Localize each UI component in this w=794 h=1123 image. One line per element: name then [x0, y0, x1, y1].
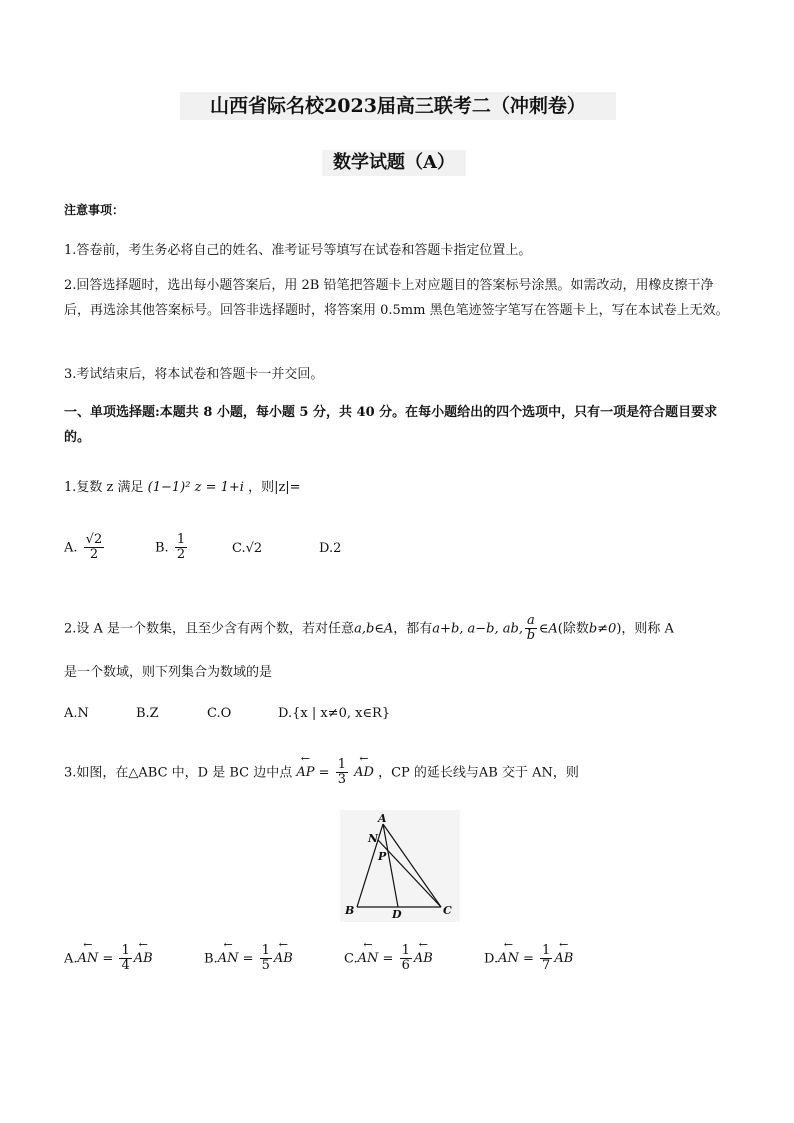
question-2-line-1: 2.设 A 是一个数集，且至少含有两个数，若对任意a,b∈A，都有a+b, a−b, ab, $\frac{a}{b}$ ∈A(除数b≠0)，则称 A	[64, 613, 674, 644]
label-d: D	[392, 908, 402, 921]
question-2-line-2: 是一个数域，则下列集合为数域的是	[64, 665, 273, 680]
q2-option-a: A.N	[64, 706, 89, 721]
notice-item-2: 2.回答选择题时，选出每小题答案后，用 2B 铅笔把答题卡上对应题目的答案标号涂黑。如需改动，用橡皮擦干净后，再选涂其他答案标号。回答非选择题时，将答案用 0.5mm 黑色笔迹签字笔写在答题卡上，写在本试卷上无效。	[64, 278, 729, 318]
q2-option-d: D.{x | x≠0, x∈R}	[278, 706, 391, 721]
q1-option-d: D.2	[319, 541, 342, 556]
q1-a-numerator: √2	[85, 532, 103, 547]
section-1-heading: 一、单项选择题:本题共 8 小题，每小题 5 分，共 40 分。在每小题给出的四个选项中，只有一项是符合题目要求的。	[64, 405, 718, 445]
q1-prefix: 1.复数 z 满足	[64, 480, 144, 495]
label-a: A	[378, 812, 387, 825]
q1-b-numerator: 1	[176, 532, 186, 547]
q1-option-b: B. $\frac{1}{2}$	[155, 532, 186, 563]
q1-b-denominator: 2	[176, 547, 186, 563]
q3-option-d: D.← AN = $\frac{1}{7}$ ← AB	[484, 944, 573, 974]
q3-option-c: C.← AN = $\frac{1}{6}$ ← AB	[344, 944, 433, 974]
q1-expr: (1−1)² z = 1+i	[147, 480, 244, 495]
q3-vector-ad: ← AD	[354, 765, 374, 780]
question-3: 3.如图，在△ABC 中，D 是 BC 边中点 ← AP = $\frac{1}{3}$ ← AD ，CP 的延长线与AB 交于 AN，则	[64, 758, 579, 788]
q3-option-a: A.← AN = $\frac{1}{4}$ ← AB	[64, 944, 153, 974]
question-1	[64, 476, 301, 495]
label-c: C	[443, 904, 452, 917]
exam-subtitle: 数学试题（A）	[322, 150, 466, 176]
q1-option-c: C.√2	[232, 541, 263, 556]
q3-vector-ap: ← AP	[296, 765, 314, 780]
q1-suffix: ，则|z|=	[248, 480, 301, 495]
q2-option-c: C.O	[207, 706, 232, 721]
q1-c-value: √2	[245, 541, 263, 556]
label-p: P	[378, 850, 387, 863]
notice-heading: 注意事项：	[64, 203, 125, 217]
label-n: N	[368, 832, 379, 845]
q2-option-b: B.Z	[136, 706, 159, 721]
q1-a-denominator: 2	[89, 547, 99, 563]
notice-item-1: 1.答卷前，考生务必将自己的姓名、准考证号等填写在试卷和答题卡指定位置上。	[64, 243, 532, 258]
exam-title: 山西省际名校2023届高三联考二（冲刺卷）	[180, 92, 616, 120]
q3-option-b: B.← AN = $\frac{1}{5}$ ← AB	[204, 944, 293, 974]
triangle-figure	[340, 810, 460, 922]
label-b: B	[345, 904, 355, 917]
notice-item-3: 3.考试结束后，将本试卷和答题卡一并交回。	[64, 367, 324, 382]
q1-option-a: A. $\frac{√2}{2}$	[64, 532, 103, 563]
